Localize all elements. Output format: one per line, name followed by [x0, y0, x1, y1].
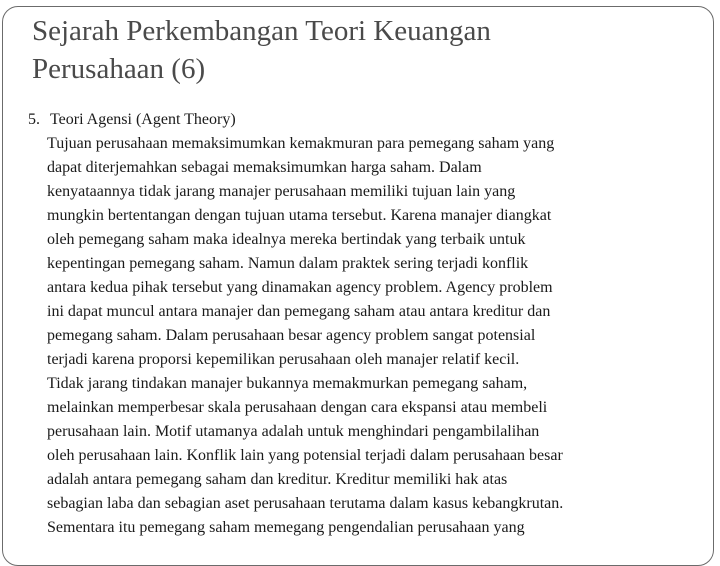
body-text-line: antara kedua pihak tersebut yang dinamakan agency problem. Agency problem: [47, 279, 553, 296]
list-item-title: Teori Agensi (Agent Theory): [50, 111, 236, 128]
body-text-line: Tidak jarang tindakan manajer bukannya memakmurkan pemegang saham,: [47, 375, 528, 392]
body-text-line: oleh perusahaan lain. Konflik lain yang potensial terjadi dalam perusahaan besar: [47, 447, 563, 464]
slide-title: [32, 12, 692, 88]
slide-title-line-1: Sejarah Perkembangan Teori Keuangan: [32, 15, 491, 47]
list-item-heading: [28, 108, 708, 132]
body-text-line: Sementara itu pemegang saham memegang pengendalian perusahaan yang: [47, 519, 525, 536]
list-item-number: 5.: [28, 111, 40, 128]
body-text-line: terjadi karena proporsi kepemilikan perusahaan oleh manajer relatif kecil.: [47, 351, 520, 368]
body-text-line: melainkan memperbesar skala perusahaan dengan cara ekspansi atau membeli: [47, 399, 548, 416]
slide-content: [28, 108, 708, 540]
body-text-line: kepentingan pemegang saham. Namun dalam praktek sering terjadi konflik: [47, 255, 529, 272]
slide-title-line-2: Perusahaan (6): [32, 53, 206, 85]
body-text-line: sebagian laba dan sebagian aset perusahaan terutama dalam kasus kebangkrutan.: [47, 495, 564, 512]
body-text-line: perusahaan lain. Motif utamanya adalah untuk menghindari pengambilalihan: [47, 423, 540, 440]
body-text-line: dapat diterjemahkan sebagai memaksimumkan harga saham. Dalam: [47, 159, 482, 176]
list-item-body: [47, 132, 708, 540]
body-text-line: oleh pemegang saham maka idealnya mereka bertindak yang terbaik untuk: [47, 231, 526, 248]
body-text-line: kenyataannya tidak jarang manajer perusahaan memiliki tujuan lain yang: [47, 183, 516, 200]
body-text-line: ini dapat muncul antara manajer dan pemegang saham atau antara kreditur dan: [47, 303, 551, 320]
body-text-line: Tujuan perusahaan memaksimumkan kemakmuran para pemegang saham yang: [47, 135, 555, 152]
body-text-line: adalah antara pemegang saham dan kreditur. Kreditur memiliki hak atas: [47, 471, 508, 488]
body-text-line: pemegang saham. Dalam perusahaan besar agency problem sangat potensial: [47, 327, 536, 344]
body-text-line: mungkin bertentangan dengan tujuan utama tersebut. Karena manajer diangkat: [47, 207, 552, 224]
